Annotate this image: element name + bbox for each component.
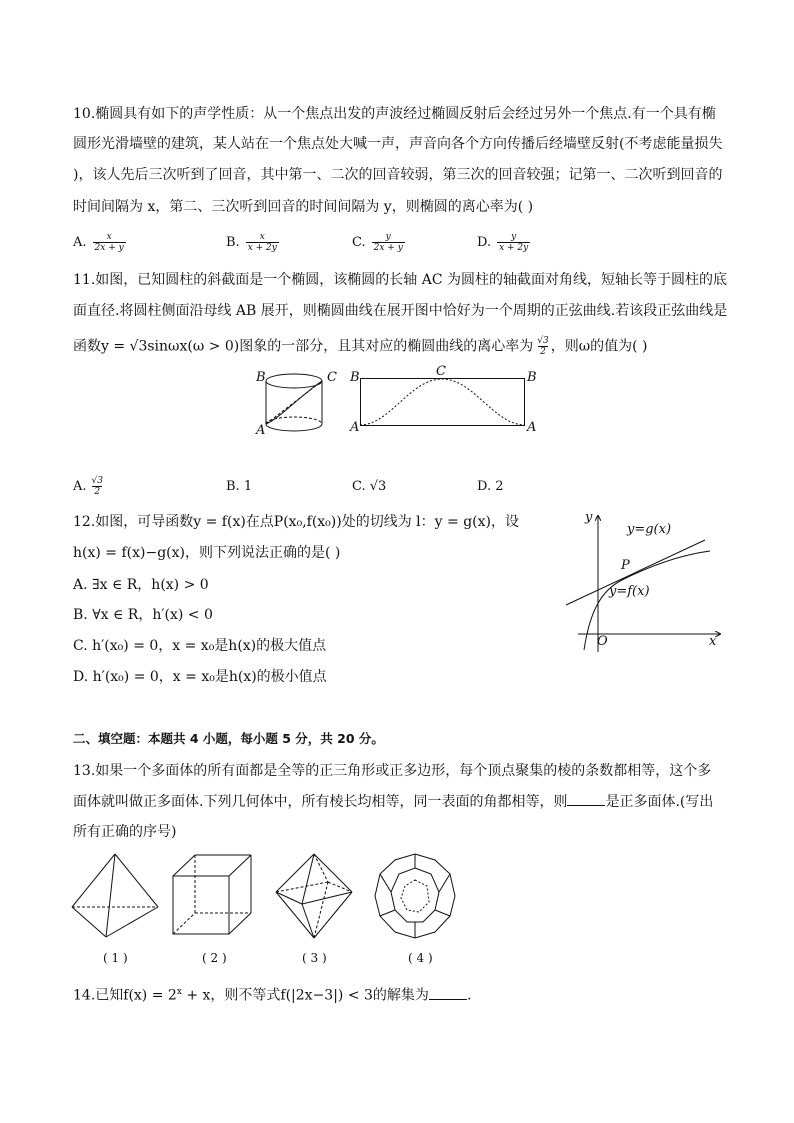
q10-option-a: A. $\frac{x}{2x + y}$ bbox=[73, 232, 124, 253]
graph-label-y: y bbox=[585, 510, 593, 525]
q10-line-3: )，该人先后三次听到了回音，其中第一、二次的回音较弱，第三次的回音较强；记第一、二次听到回音的 bbox=[73, 167, 723, 183]
q11-option-c: C. √3 bbox=[352, 479, 387, 494]
q11-option-a: A. $\frac{√3}{2}$ bbox=[73, 476, 103, 497]
fig-label-a3: A bbox=[527, 420, 537, 435]
fig-label-a2: A bbox=[350, 420, 360, 435]
graph-label-p: P bbox=[621, 558, 630, 573]
dodecahedron-figure bbox=[373, 852, 457, 940]
fig-label-c1: C bbox=[327, 370, 337, 385]
q12-option-c: C. h′(x₀) = 0，x = x₀是h(x)的极大值点 bbox=[73, 638, 327, 654]
q12-option-a: A. ∃x ∈ R，h(x) > 0 bbox=[73, 577, 209, 593]
q10-option-c: C. $\frac{y}{2x + y}$ bbox=[352, 232, 403, 253]
q10-line-2: 圆形光滑墙壁的建筑，某人站在一个焦点处大喊一声，声音向各个方向传播后经墙壁反射(不考虑能量损失 bbox=[73, 136, 723, 152]
fig-label-b1: B bbox=[256, 370, 266, 385]
fig-label-b2: B bbox=[350, 370, 360, 385]
fig-label-b3: B bbox=[527, 370, 537, 385]
octahedron-figure bbox=[272, 852, 356, 940]
q13-caption-4: ( 4 ) bbox=[408, 951, 433, 965]
q13-line-1: 13.如果一个多面体的所有面都是全等的正三角形或正多边形，每个顶点聚集的棱的条数都相等，这个多 bbox=[73, 763, 712, 779]
q10-line-4: 时间间隔为 x，第二、三次听到回音的时间间隔为 y，则椭圆的离心率为( ) bbox=[73, 199, 534, 215]
cube-figure bbox=[170, 852, 254, 938]
q11-option-d: D. 2 bbox=[477, 479, 504, 494]
fig-label-c2: C bbox=[436, 364, 446, 379]
fig-label-a1: A bbox=[256, 423, 266, 438]
q11-option-b: B. 1 bbox=[226, 479, 253, 494]
q11-line-2: 面直径.将圆柱侧面沿母线 AB 展开，则椭圆曲线在展开图中恰好为一个周期的正弦曲线.若该段正弦曲线是 bbox=[73, 303, 728, 319]
graph-label-origin: O bbox=[597, 634, 608, 649]
section-2-heading: 二、填空题：本题共 4 小题，每小题 5 分，共 20 分。 bbox=[73, 731, 384, 746]
q12-line-2: h(x) = f(x)−g(x)，则下列说法正确的是( ) bbox=[73, 545, 341, 561]
q13-answer-blank bbox=[567, 793, 605, 806]
tetrahedron-figure bbox=[70, 852, 160, 940]
q12-option-b: B. ∀x ∈ R，h′(x) < 0 bbox=[73, 607, 213, 623]
graph-label-f: y=f(x) bbox=[609, 584, 650, 599]
q13-line-2: 面体就叫做正多面体.下列几何体中，所有棱长均相等，同一表面的角都相等，则 是正多面体.(写出 bbox=[73, 794, 714, 810]
q13-caption-2: ( 2 ) bbox=[202, 951, 227, 965]
q11-line-1: 11.如图，已知圆柱的斜截面是一个椭圆，该椭圆的长轴 AC 为圆柱的轴截面对角线，短轴长等于圆柱的底 bbox=[73, 272, 727, 288]
q14-answer-blank bbox=[429, 987, 467, 1000]
q14-line: 14.已知$f(x) = 2^x + x$，则不等式f(|2x−3|) < 3的解集为 . bbox=[73, 987, 472, 1004]
graph-label-x: x bbox=[709, 634, 717, 649]
q10-option-d: D. $\frac{y}{x + 2y}$ bbox=[477, 232, 529, 253]
q12-option-d: D. h′(x₀) = 0，x = x₀是h(x)的极小值点 bbox=[73, 669, 327, 685]
q10-line-1: 10.椭圆具有如下的声学性质：从一个焦点出发的声波经过椭圆反射后会经过另外一个焦点.有一个具有椭 bbox=[73, 106, 716, 122]
q13-caption-1: ( 1 ) bbox=[103, 951, 128, 965]
graph-label-g: y=g(x) bbox=[627, 522, 672, 537]
q10-option-b: B. $\frac{x}{x + 2y}$ bbox=[226, 232, 277, 253]
q11-line-3: 函数y = √3sinωx(ω > 0)图象的一部分，且其对应的椭圆曲线的离心率为 $\frac{√3}{2}$ ，则ω的值为( ) bbox=[73, 336, 648, 357]
q13-line-3: 所有正确的序号) bbox=[73, 824, 177, 840]
q13-caption-3: ( 3 ) bbox=[302, 951, 327, 965]
q12-line-1: 12.如图，可导函数y = f(x)在点P(x₀,f(x₀))处的切线为 l：y = g(x)，设 bbox=[73, 514, 519, 530]
unrolled-figure bbox=[360, 378, 525, 426]
